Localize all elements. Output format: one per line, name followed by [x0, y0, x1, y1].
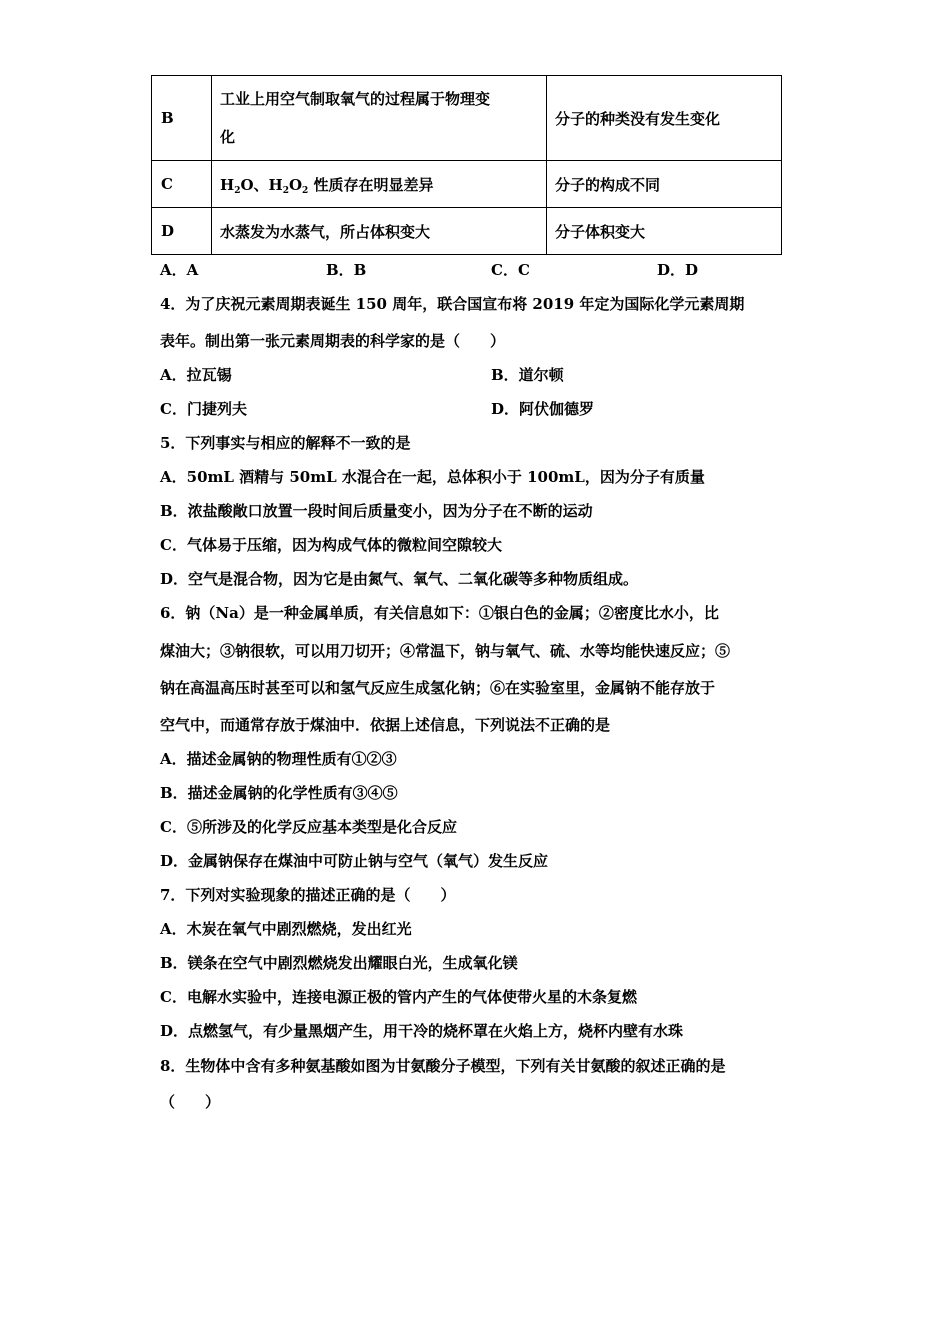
- table-row: [152, 161, 782, 208]
- q8-stem-line1: 8．生物体中含有多种氨基酸如图为甘氨酸分子模型，下列有关甘氨酸的叙述正确的是: [160, 1057, 726, 1075]
- option-a[interactable]: A．拉瓦锡: [160, 366, 232, 384]
- q7-stem: 7．下列对实验现象的描述正确的是（ ）: [160, 886, 456, 904]
- option-d[interactable]: D．点燃氢气，有少量黑烟产生，用干冷的烧杯罩在火焰上方，烧杯内壁有水珠: [160, 1022, 684, 1040]
- row-explanation: 分子的构成不同: [547, 161, 782, 208]
- row-fact: 水蒸发为水蒸气，所占体积变大: [212, 208, 547, 255]
- option-c[interactable]: C．电解水实验中，连接电源正极的管内产生的气体使带火星的木条复燃: [160, 988, 637, 1006]
- q4-stem-line2: 表年。制出第一张元素周期表的科学家的是（ ）: [160, 332, 506, 350]
- table-row: [152, 76, 782, 161]
- option-c[interactable]: C．气体易于压缩，因为构成气体的微粒间空隙较大: [160, 536, 502, 554]
- option-d[interactable]: D．D: [657, 261, 699, 279]
- q6-stem-line2: 煤油大；③钠很软，可以用刀切开；④常温下，钠与氧气、硫、水等均能快速反应；⑤: [160, 642, 731, 660]
- option-d[interactable]: D．金属钠保存在煤油中可防止钠与空气（氧气）发生反应: [160, 852, 549, 870]
- option-a[interactable]: A．A: [160, 261, 199, 279]
- option-c[interactable]: C．门捷列夫: [160, 400, 247, 418]
- row-explanation: 分子的种类没有发生变化: [547, 76, 782, 161]
- option-b[interactable]: B．道尔顿: [491, 366, 564, 384]
- option-c[interactable]: C．C: [491, 261, 530, 279]
- q6-stem-line1: 6．钠（Na）是一种金属单质，有关信息如下：①银白色的金属；②密度比水小，比: [160, 604, 719, 622]
- q6-stem-line3: 钠在高温高压时甚至可以和氢气反应生成氢化钠；⑥在实验室里，金属钠不能存放于: [160, 679, 716, 697]
- row-explanation: 分子体积变大: [547, 208, 782, 255]
- row-fact: $H_2O$、$H_2O_2$ 性质存在明显差异: [212, 161, 547, 208]
- option-b[interactable]: B．浓盐酸敞口放置一段时间后质量变小，因为分子在不断的运动: [160, 502, 593, 520]
- q3-table: [151, 75, 782, 255]
- option-d[interactable]: D．阿伏伽德罗: [491, 400, 595, 418]
- q5-stem: 5．下列事实与相应的解释不一致的是: [160, 434, 411, 452]
- option-d[interactable]: D．空气是混合物，因为它是由氮气、氧气、二氧化碳等多种物质组成。: [160, 570, 639, 588]
- option-b[interactable]: B．B: [326, 261, 367, 279]
- table-row: [152, 208, 782, 255]
- row-fact: 工业上用空气制取氧气的过程属于物理变 化: [212, 76, 547, 161]
- option-a[interactable]: A．50mL 酒精与 50mL 水混合在一起，总体积小于 100mL，因为分子有质量: [160, 468, 705, 486]
- option-b[interactable]: B．描述金属钠的化学性质有③④⑤: [160, 784, 398, 802]
- row-label: D: [152, 208, 212, 255]
- row-label: C: [152, 161, 212, 208]
- option-a[interactable]: A．木炭在氧气中剧烈燃烧，发出红光: [160, 920, 412, 938]
- q8-stem-line2: （ ）: [160, 1093, 221, 1111]
- row-label: B: [152, 76, 212, 161]
- option-c[interactable]: C．⑤所涉及的化学反应基本类型是化合反应: [160, 818, 457, 836]
- q4-stem-line1: 4．为了庆祝元素周期表诞生 150 周年，联合国宣布将 2019 年定为国际化学元素周期: [160, 295, 745, 313]
- option-b[interactable]: B．镁条在空气中剧烈燃烧发出耀眼白光，生成氧化镁: [160, 954, 518, 972]
- option-a[interactable]: A．描述金属钠的物理性质有①②③: [160, 750, 397, 768]
- q6-stem-line4: 空气中，而通常存放于煤油中．依据上述信息，下列说法不正确的是: [160, 716, 611, 734]
